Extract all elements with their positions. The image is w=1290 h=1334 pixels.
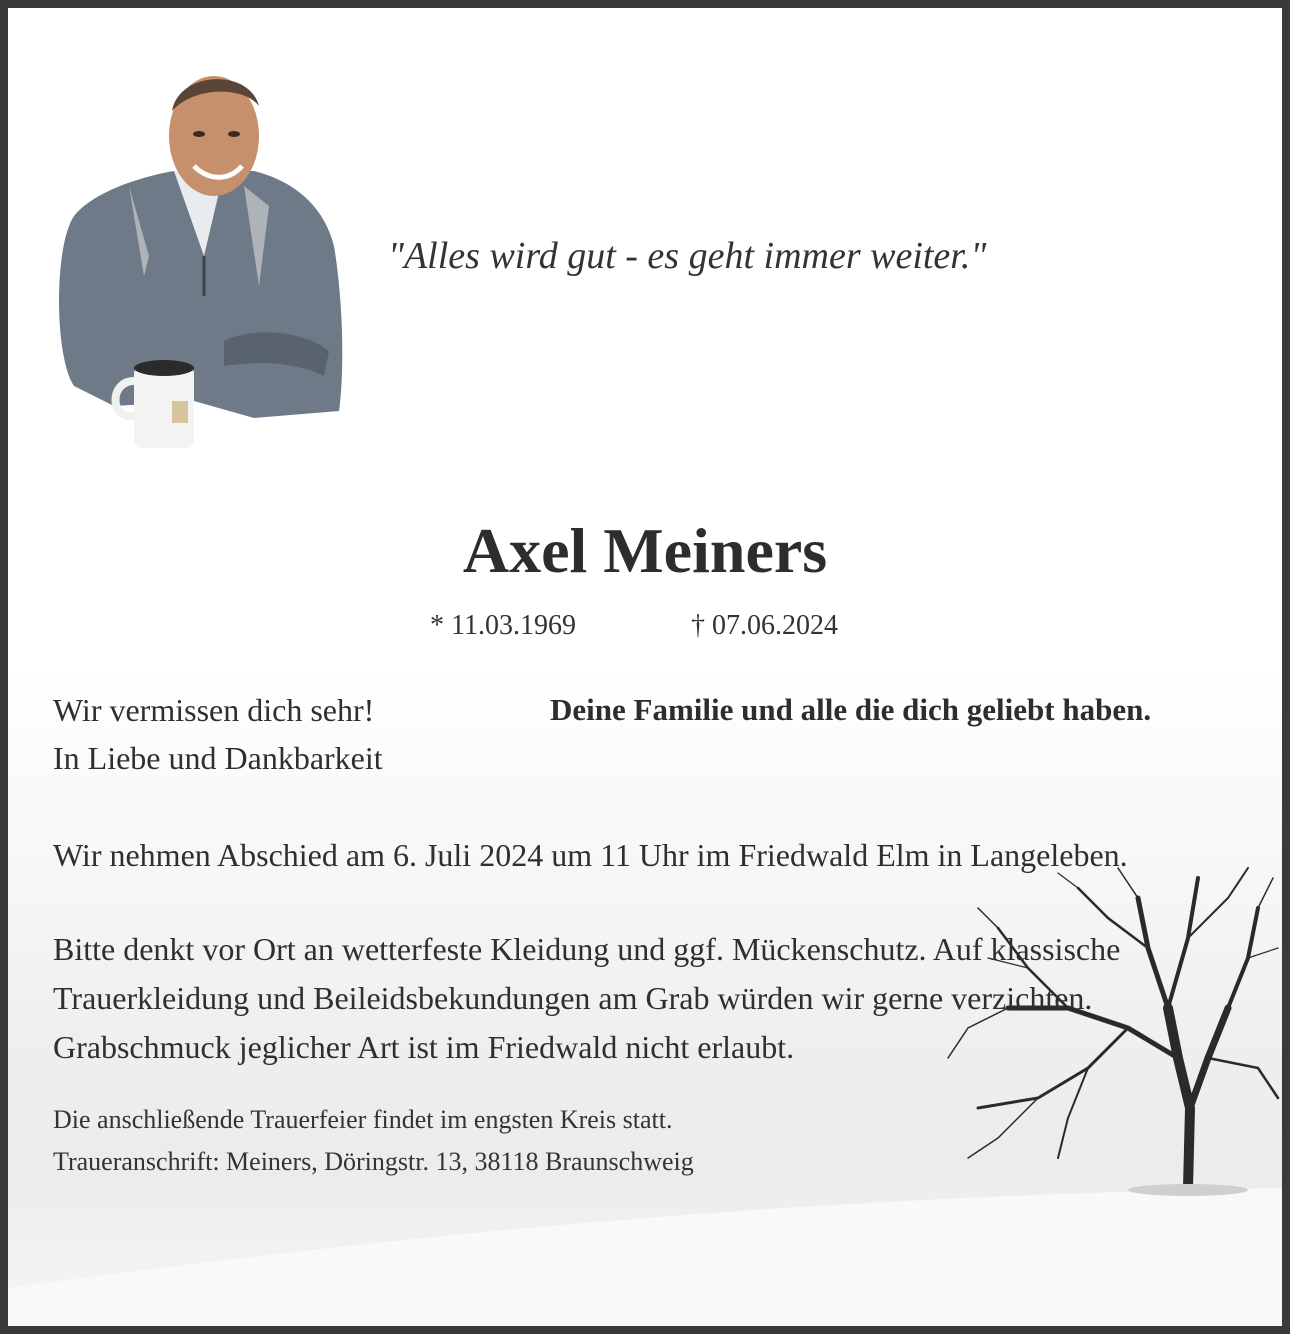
snow-hill	[8, 1188, 1282, 1326]
family-signature: Deine Familie und alle die dich geliebt haben.	[550, 692, 1152, 727]
miss-line: Wir vermissen dich sehr!	[53, 692, 375, 728]
memorial-quote: "Alles wird gut - es geht immer weiter."	[388, 235, 987, 277]
portrait-photo	[54, 56, 344, 448]
mourning-address: Traueranschrift: Meiners, Döringstr. 13, 38118 Braunschweig	[53, 1147, 694, 1176]
notice-paragraph: Bitte denkt vor Ort an wetterfeste Kleidung und ggf. Mückenschutz. Auf klassische Trauerkleidung und Beileidsbekundungen am Grab würden wir gerne verzichten. Grabschmuck jeglicher Art ist im Friedwald nicht erlaubt.	[53, 931, 1121, 1065]
death-date: † 07.06.2024	[691, 610, 838, 641]
deceased-name: Axel Meiners	[462, 515, 828, 586]
obituary-card	[8, 8, 1282, 1326]
service-line: Die anschließende Trauerfeier findet im engsten Kreis statt.	[53, 1105, 673, 1134]
farewell-line: Wir nehmen Abschied am 6. Juli 2024 um 11 Uhr im Friedwald Elm in Langeleben.	[53, 837, 1128, 873]
birth-date: * 11.03.1969	[430, 610, 576, 641]
love-line: In Liebe und Dankbarkeit	[53, 740, 383, 776]
